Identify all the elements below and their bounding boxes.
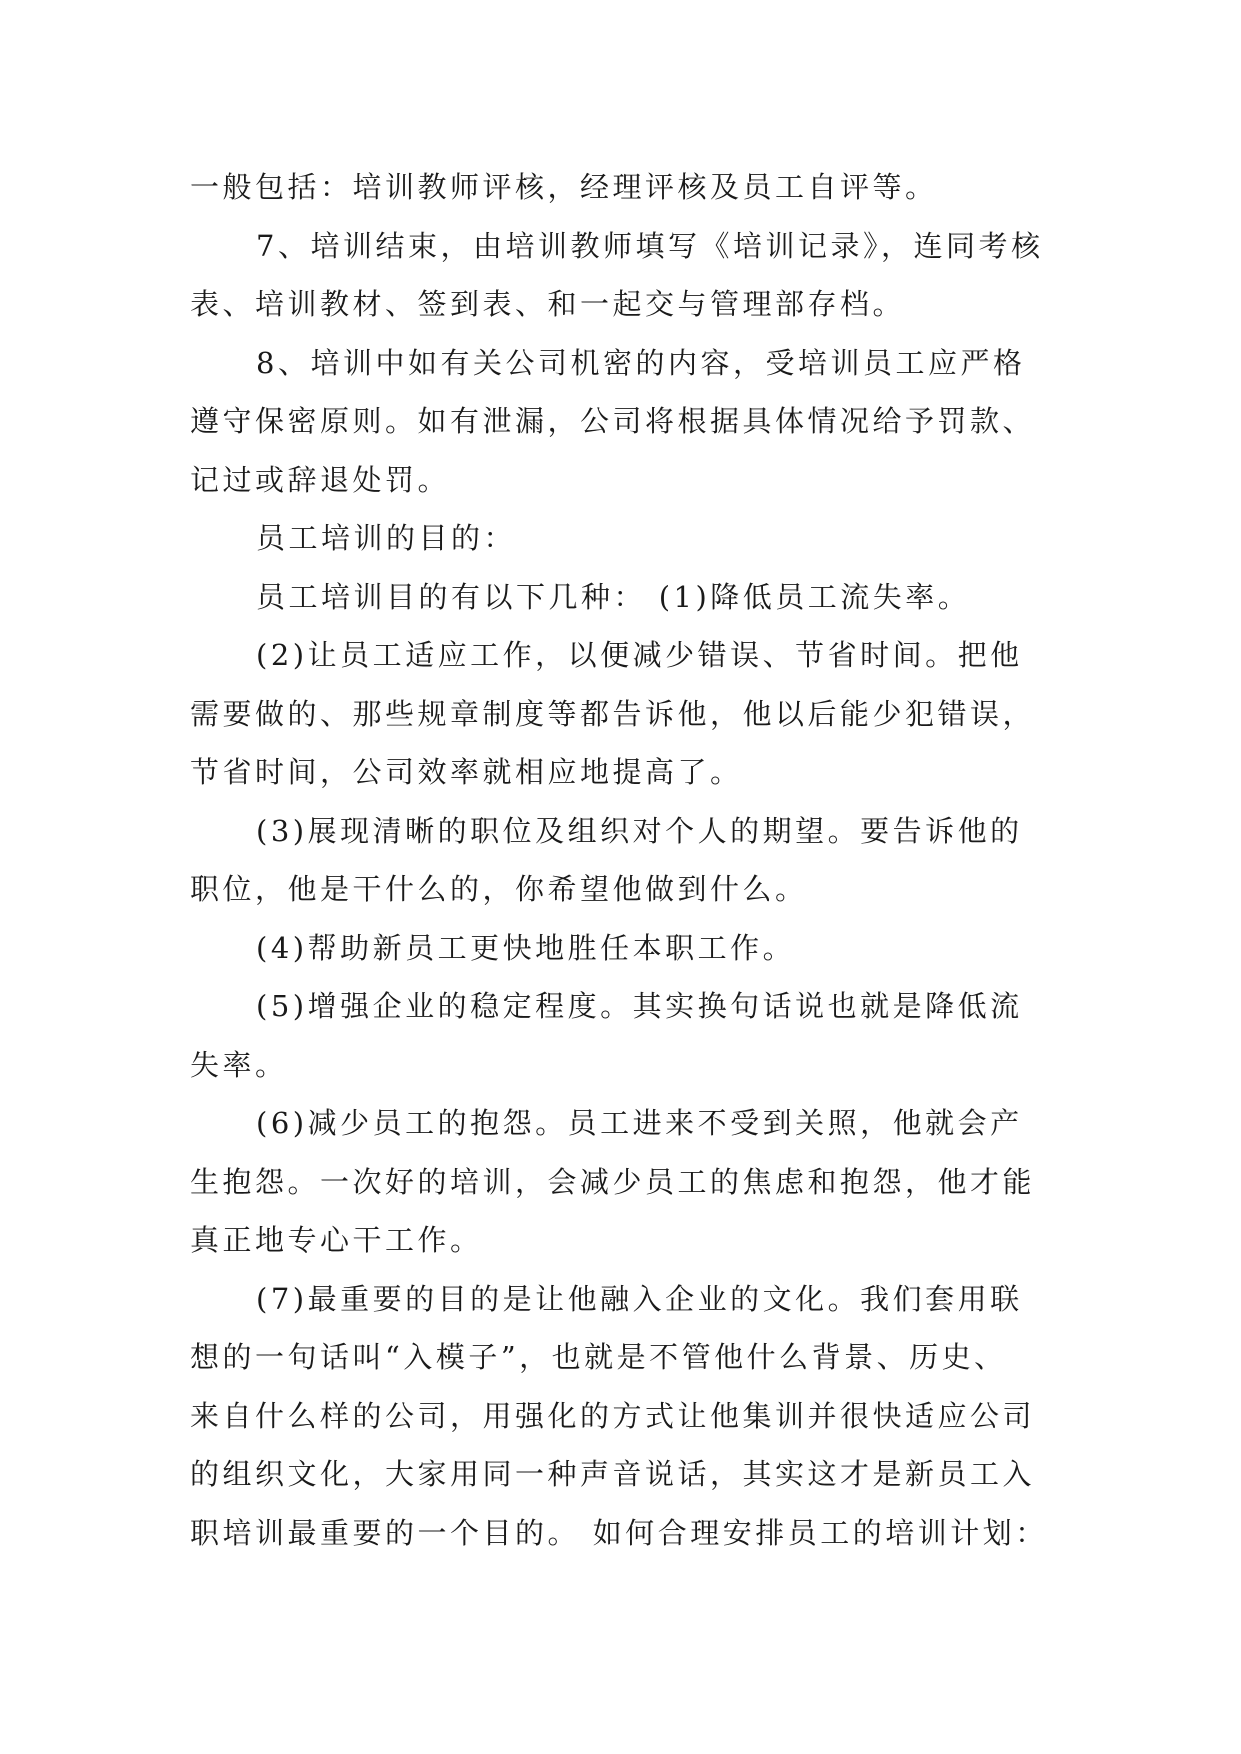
text-line: 记过或辞退处罚。 — [190, 462, 451, 497]
text-line: 节省时间，公司效率就相应地提高了。 — [190, 755, 743, 789]
text-line: (7)最重要的目的是让他融入企业的文化。我们套用联 — [256, 1281, 1023, 1316]
text-line: 职培训最重要的一个目的。 如何合理安排员工的培训计划： — [190, 1515, 1048, 1550]
text-line: 遵守保密原则。如有泄漏，公司将根据具体情况给予罚款、 — [190, 404, 1036, 438]
text-line: 一般包括：培训教师评核，经理评核及员工自评等。 — [190, 170, 938, 204]
text-line: 8、培训中如有关公司机密的内容，受培训员工应严格 — [256, 345, 1026, 380]
text-line: 职位，他是干什么的，你希望他做到什么。 — [190, 872, 808, 906]
text-line: 需要做的、那些规章制度等都告诉他，他以后能少犯错误， — [190, 696, 1036, 731]
text-line: 失率。 — [190, 1047, 288, 1082]
text-line: 7、培训结束，由培训教师填写《培训记录》，连同考核 — [256, 228, 1044, 263]
text-line: (6)减少员工的抱怨。员工进来不受到关照，他就会产 — [256, 1106, 1023, 1140]
text-line: (4)帮助新员工更快地胜任本职工作。 — [256, 930, 796, 965]
text-line: (3)展现清晰的职位及组织对个人的期望。要告诉他的 — [256, 813, 1023, 848]
text-line: 来自什么样的公司，用强化的方式让他集训并很快适应公司 — [190, 1398, 1036, 1433]
text-line: 员工培训目的有以下几种： (1)降低员工流失率。 — [256, 579, 971, 614]
text-line: 的组织文化，大家用同一种声音说话，其实这才是新员工入 — [190, 1457, 1036, 1491]
text-line: 表、培训教材、签到表、和一起交与管理部存档。 — [190, 287, 906, 321]
text-line: 真正地专心干工作。 — [190, 1223, 483, 1257]
text-line: (5)增强企业的稳定程度。其实换句话说也就是降低流 — [256, 989, 1023, 1023]
text-line: (2)让员工适应工作，以便减少错误、节省时间。把他 — [256, 638, 1023, 672]
text-line: 生抱怨。一次好的培训，会减少员工的焦虑和抱怨，他才能 — [190, 1164, 1036, 1199]
document-body — [190, 158, 1070, 1562]
text-line: 想的一句话叫“入模子”，也就是不管他什么背景、历史、 — [190, 1340, 1007, 1374]
section-heading: 员工培训的目的： — [256, 521, 517, 555]
